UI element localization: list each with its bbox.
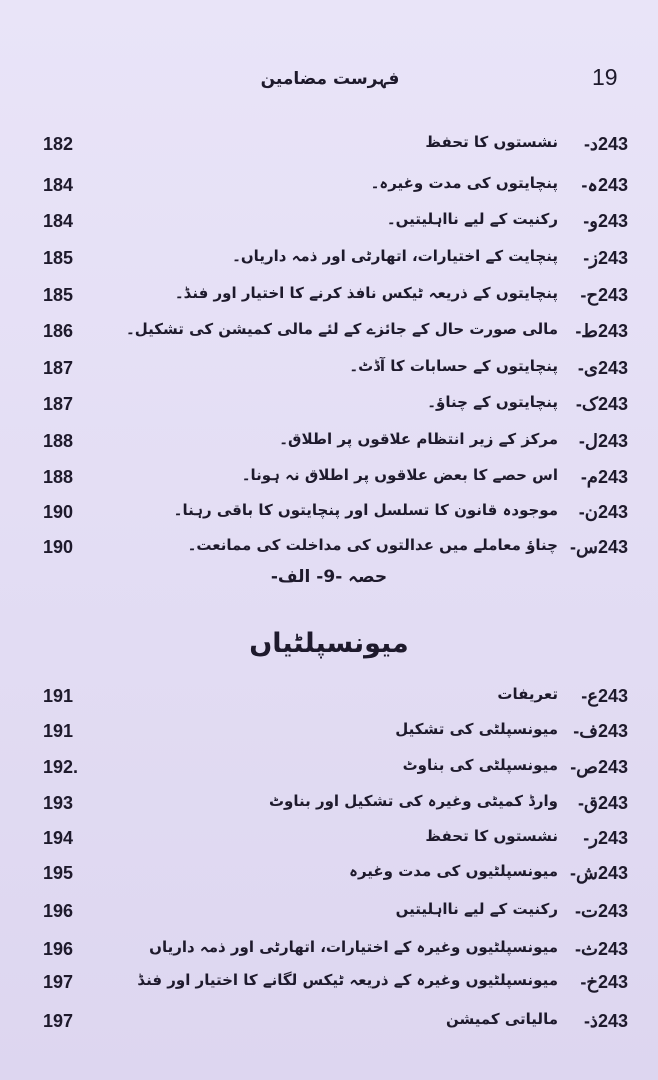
entry-article-number: 243ط- xyxy=(575,321,628,341)
entry-page: 190 xyxy=(43,537,74,557)
section-label: حصہ -9- الف- xyxy=(270,567,388,587)
entry-title: پنچایتوں کی مدت وغیرہ۔ xyxy=(370,174,558,192)
entry-article-number: 243خ- xyxy=(580,972,628,992)
toc-entry xyxy=(0,967,658,1003)
toc-entry xyxy=(0,681,658,717)
entry-article-number: 243ل- xyxy=(578,431,628,451)
toc-entry xyxy=(0,532,658,568)
entry-title: مرکز کے زیر انتظام علاقوں پر اطلاق۔ xyxy=(279,430,558,448)
entry-title: چناؤ معاملے میں عدالتوں کی مداخلت کی ممانعت۔ xyxy=(187,536,558,554)
entry-page: 195 xyxy=(43,863,74,883)
entry-article-number: 243ذ- xyxy=(583,1011,628,1031)
entry-article-number: 243و- xyxy=(583,211,628,231)
entry-title: پنچایتوں کے حسابات کا آڈٹ۔ xyxy=(349,357,558,375)
entry-article-number: 243ش- xyxy=(569,863,628,883)
entry-page: 185 xyxy=(43,248,74,268)
entry-article-number: 243ع- xyxy=(581,686,628,706)
toc-entry xyxy=(0,426,658,462)
entry-page: 188 xyxy=(43,467,74,487)
entry-title: موجودہ قانون کا تسلسل اور پنچایتوں کا باقی رہنا۔ xyxy=(173,501,558,519)
entry-page: 192. xyxy=(43,757,79,777)
toc-entry xyxy=(0,316,658,352)
entry-article-number: 243ک- xyxy=(575,394,628,414)
toc-entry xyxy=(0,280,658,316)
entry-title: وارڈ کمیٹی وغیرہ کی تشکیل اور بناوٹ xyxy=(268,792,558,810)
entry-article-number: 243ح- xyxy=(580,285,628,305)
page-number: 19 xyxy=(592,64,618,90)
entry-article-number: 243ص- xyxy=(570,757,628,777)
entry-page: 197 xyxy=(43,972,74,992)
entry-article-number: 243ث- xyxy=(575,939,628,959)
entry-page: 188 xyxy=(43,431,74,451)
entry-title: میونسپلٹیوں وغیرہ کے اختیارات، اتھارٹی اور ذمہ داریاں xyxy=(149,938,558,956)
entry-article-number: 243ر- xyxy=(583,828,628,848)
toc-entry xyxy=(0,353,658,389)
toc-entry xyxy=(0,1006,658,1042)
entry-title: تعریفات xyxy=(497,685,558,703)
entry-title: میونسپلٹی کی بناوٹ xyxy=(402,756,558,774)
entry-title: میونسپلٹی کی تشکیل xyxy=(395,720,558,738)
entry-title: پنچایت کے اختیارات، اتھارٹی اور ذمہ داریاں۔ xyxy=(232,247,558,265)
toc-entry xyxy=(0,389,658,425)
entry-page: 196 xyxy=(43,901,74,921)
entry-article-number: 243ت- xyxy=(575,901,628,921)
entry-title: پنچایتوں کے ذریعہ ٹیکس نافذ کرنے کا اختیار اور فنڈ۔ xyxy=(174,284,558,302)
toc-entry xyxy=(0,206,658,242)
entry-article-number: 243ن- xyxy=(578,502,628,522)
entry-title: میونسپلٹیوں کی مدت وغیرہ xyxy=(349,862,558,880)
toc-entry xyxy=(0,823,658,859)
entry-title: مالیاتی کمیشن xyxy=(445,1010,558,1028)
entry-title: رکنیت کے لیے نااہلیتیں xyxy=(395,900,558,918)
page-header xyxy=(0,60,658,100)
entry-page: 182 xyxy=(43,134,74,154)
toc-entry xyxy=(0,788,658,824)
entry-page: 196 xyxy=(43,939,74,959)
toc-entry xyxy=(0,716,658,752)
entry-page: 187 xyxy=(43,394,74,414)
entry-article-number: 243س- xyxy=(569,537,628,557)
entry-page: 186 xyxy=(43,321,74,341)
entry-page: 184 xyxy=(43,175,74,195)
entry-article-number: 243ی- xyxy=(577,358,628,378)
entry-title: رکنیت کے لیے نااہلیتیں۔ xyxy=(386,210,558,228)
entry-title: پنچایتوں کے چناؤ۔ xyxy=(427,393,558,411)
entry-page: 197 xyxy=(43,1011,74,1031)
entry-page: 194 xyxy=(43,828,74,848)
section-title: میونسپلٹیاں xyxy=(249,628,409,659)
toc-entry xyxy=(0,129,658,165)
entry-article-number: 243م- xyxy=(580,467,628,487)
entry-article-number: 243ف- xyxy=(573,721,628,741)
toc-entry xyxy=(0,497,658,533)
entry-page: 191 xyxy=(43,721,74,741)
entry-page: 190 xyxy=(43,502,74,522)
toc-entry xyxy=(0,858,658,894)
toc-entry xyxy=(0,170,658,206)
entry-title: میونسپلٹیوں وغیرہ کے ذریعہ ٹیکس لگانے کا اختیار اور فنڈ xyxy=(137,971,558,989)
entry-page: 184 xyxy=(43,211,74,231)
entry-page: 191 xyxy=(43,686,74,706)
toc-entry xyxy=(0,896,658,932)
entry-page: 193 xyxy=(43,793,74,813)
entry-article-number: 243ز- xyxy=(583,248,628,268)
entry-page: 185 xyxy=(43,285,74,305)
entry-article-number: 243ق- xyxy=(577,793,628,813)
entry-title: اس حصے کا بعض علاقوں پر اطلاق نہ ہونا۔ xyxy=(241,466,558,484)
entry-title: نشستوں کا تحفظ xyxy=(425,827,558,845)
toc-entry xyxy=(0,462,658,498)
entry-page: 187 xyxy=(43,358,74,378)
entry-title: نشستوں کا تحفظ xyxy=(425,133,558,151)
entry-article-number: 243د- xyxy=(583,134,628,154)
entry-title: مالی صورت حال کے جائزے کے لئے مالی کمیشن کی تشکیل۔ xyxy=(126,320,558,338)
toc-entry xyxy=(0,934,658,970)
toc-entry xyxy=(0,752,658,788)
entry-article-number: 243ہ- xyxy=(581,175,628,195)
header-title: فہرست مضامین xyxy=(260,69,400,89)
toc-entry xyxy=(0,243,658,279)
